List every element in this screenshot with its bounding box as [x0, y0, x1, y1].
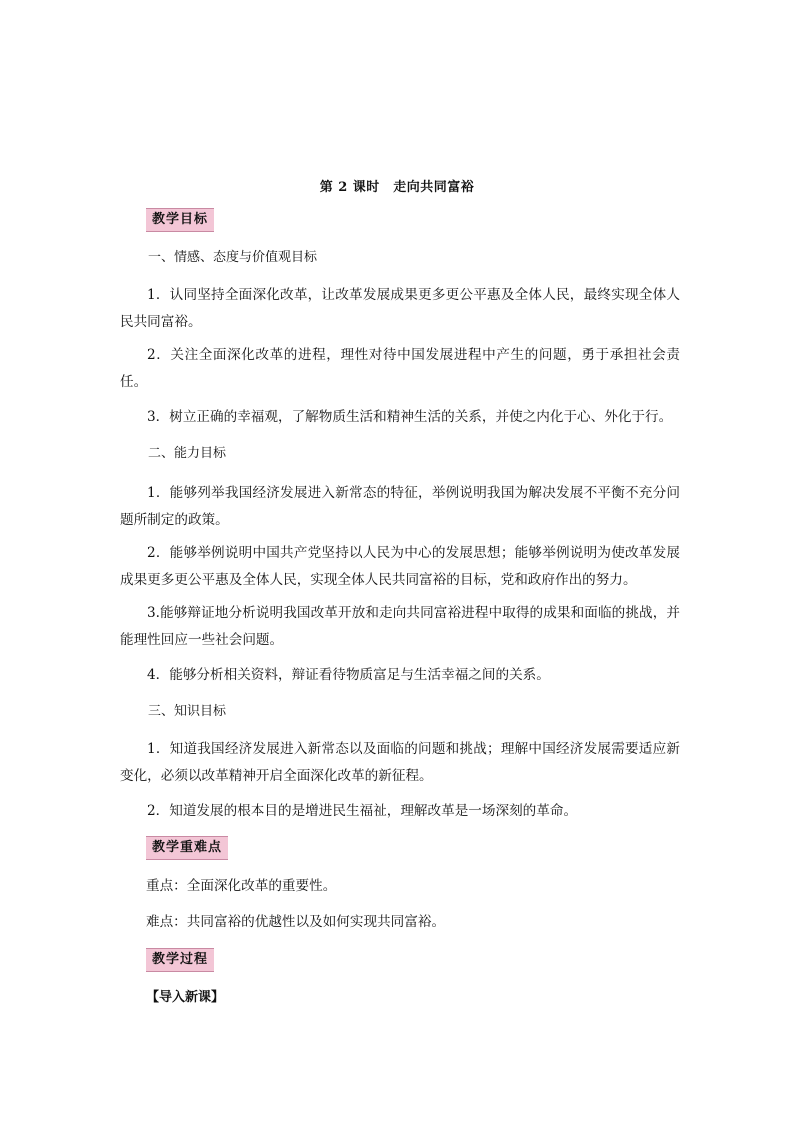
ability-item-2: 2．能够举例说明中国共产党坚持以人民为中心的发展思想；能够举例说明为使改革发展成果更多更公平惠及全体人民，实现全体人民共同富裕的目标，党和政府作出的努力。 — [120, 545, 680, 588]
intro-heading: 【导入新课】 — [146, 990, 225, 1005]
section-tag-objectives: 教学目标 — [146, 208, 214, 232]
heading-knowledge-goals: 三、知识目标 — [148, 704, 227, 719]
keypoint-text: 重点：全面深化改革的重要性。 — [146, 878, 337, 894]
section-tag-keypoints: 教学重难点 — [146, 836, 228, 860]
heading-emotion-goals: 一、情感、态度与价值观目标 — [148, 250, 318, 265]
ability-item-3: 3.能够辩证地分析说明我国改革开放和走向共同富裕进程中取得的成果和面临的挑战，并能理性回应一些社会问题。 — [120, 605, 680, 648]
ability-item-4: 4．能够分析相关资料，辩证看待物质富足与生活幸福之间的关系。 — [147, 667, 550, 683]
emotion-item-2: 2．关注全面深化改革的进程，理性对待中国发展进程中产生的问题，勇于承担社会责任。 — [120, 347, 680, 390]
section-tag-process: 教学过程 — [146, 948, 214, 972]
lesson-title: 第 2 课时 走向共同富裕 — [319, 180, 475, 195]
emotion-item-1: 1．认同坚持全面深化改革，让改革发展成果更多更公平惠及全体人民，最终实现全体人民共同富裕。 — [120, 287, 680, 330]
knowledge-item-1: 1．知道我国经济发展进入新常态以及面临的问题和挑战；理解中国经济发展需要适应新变化，必须以改革精神开启全面深化改革的新征程。 — [120, 741, 680, 784]
difficulty-text: 难点：共同富裕的优越性以及如何实现共同富裕。 — [146, 914, 446, 930]
heading-ability-goals: 二、能力目标 — [148, 446, 227, 461]
knowledge-item-2: 2．知道发展的根本目的是增进民生福祉，理解改革是一场深刻的革命。 — [147, 803, 578, 819]
emotion-item-3: 3．树立正确的幸福观，了解物质生活和精神生活的关系，并使之内化于心、外化于行。 — [147, 409, 673, 425]
ability-item-1: 1．能够列举我国经济发展进入新常态的特征，举例说明我国为解决发展不平衡不充分问题所制定的政策。 — [120, 485, 680, 528]
